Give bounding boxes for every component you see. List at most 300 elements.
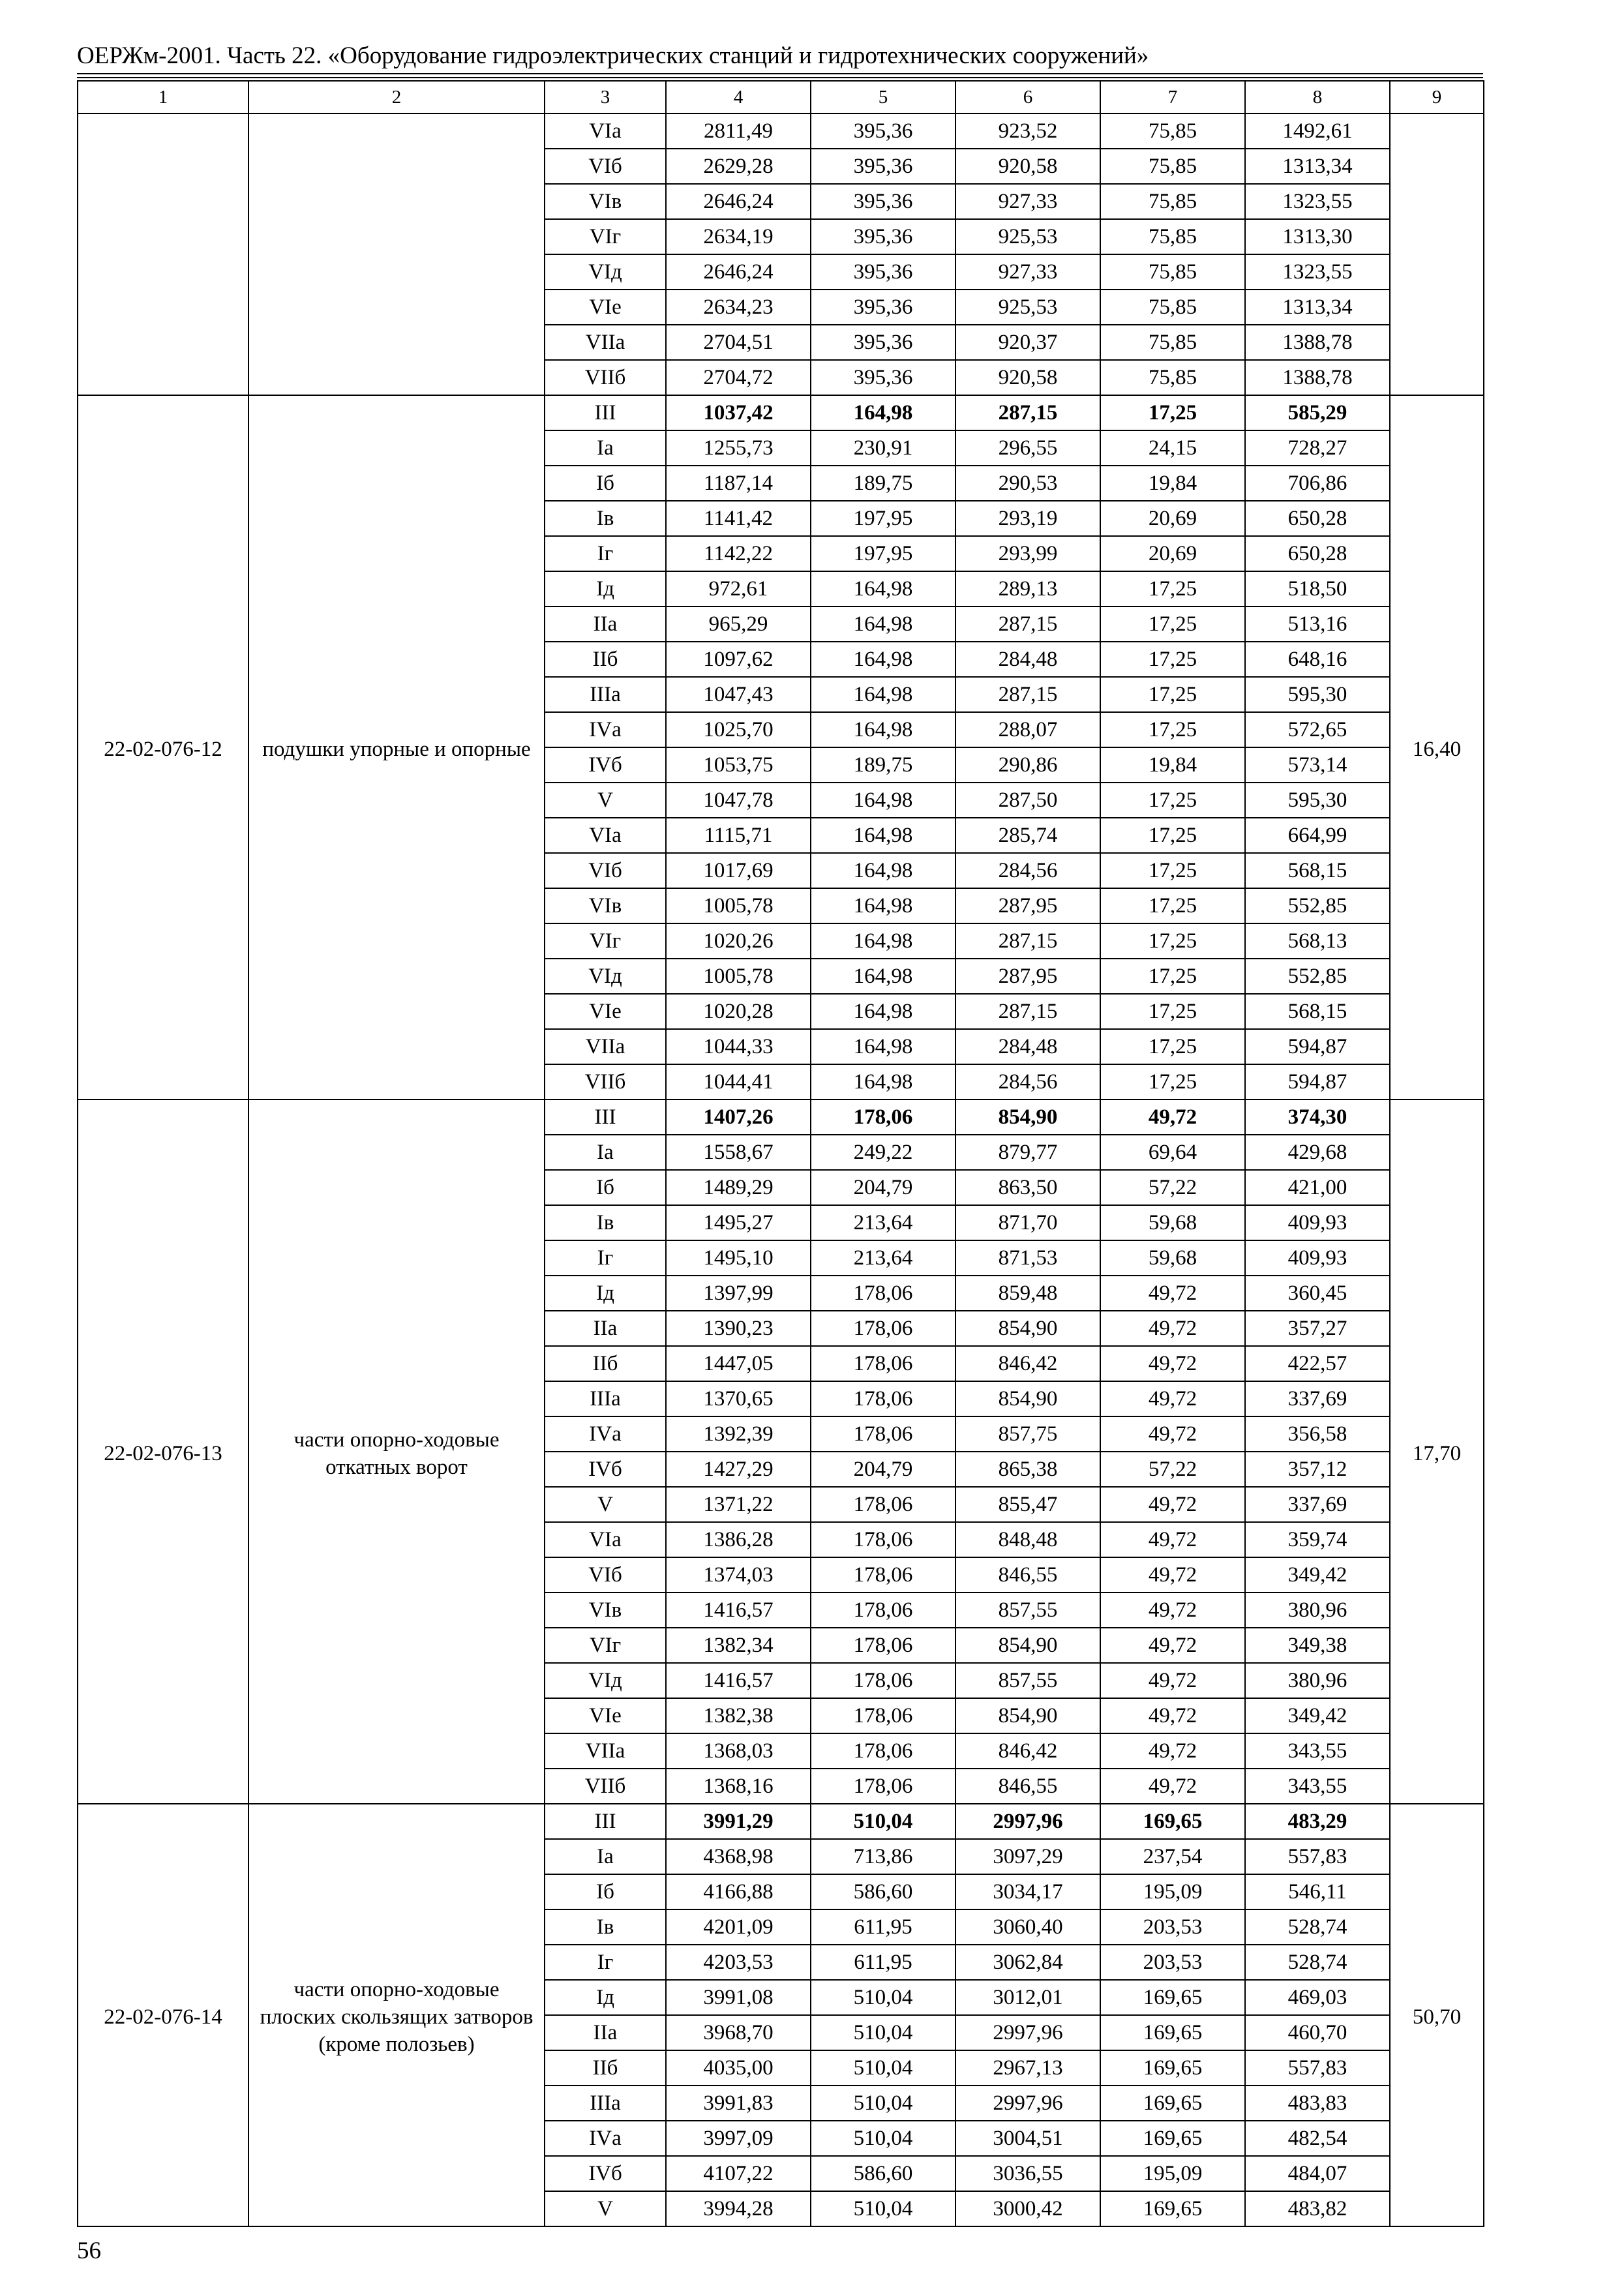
region-cell: VIд xyxy=(545,959,666,994)
col7-cell: 17,25 xyxy=(1100,888,1245,923)
col6-cell: 287,15 xyxy=(955,923,1100,959)
col8-cell: 343,55 xyxy=(1245,1769,1390,1804)
column-number-row xyxy=(78,81,1484,113)
col5-cell: 164,98 xyxy=(811,1064,955,1100)
col5-cell: 204,79 xyxy=(811,1170,955,1205)
column-header: 1 xyxy=(78,81,248,113)
region-cell: VIг xyxy=(545,219,666,254)
region-cell: Iг xyxy=(545,1240,666,1276)
region-cell: VIе xyxy=(545,290,666,325)
col6-cell: 296,55 xyxy=(955,430,1100,466)
col5-cell: 204,79 xyxy=(811,1452,955,1487)
col4-cell: 972,61 xyxy=(666,571,811,606)
col8-cell: 429,68 xyxy=(1245,1135,1390,1170)
col5-cell: 164,98 xyxy=(811,606,955,642)
col8-cell: 728,27 xyxy=(1245,430,1390,466)
col5-cell: 510,04 xyxy=(811,1804,955,1839)
col6-cell: 854,90 xyxy=(955,1628,1100,1663)
col7-cell: 49,72 xyxy=(1100,1311,1245,1346)
col5-cell: 164,98 xyxy=(811,818,955,853)
region-cell: VIб xyxy=(545,1557,666,1593)
col7-cell: 57,22 xyxy=(1100,1452,1245,1487)
col6-cell: 285,74 xyxy=(955,818,1100,853)
col5-cell: 395,36 xyxy=(811,113,955,149)
region-cell: IIб xyxy=(545,2050,666,2086)
col5-cell: 178,06 xyxy=(811,1628,955,1663)
region-cell: VIIб xyxy=(545,360,666,395)
region-cell: VIд xyxy=(545,254,666,290)
region-cell: VIIб xyxy=(545,1769,666,1804)
col8-cell: 1323,55 xyxy=(1245,254,1390,290)
col6-cell: 846,42 xyxy=(955,1346,1100,1381)
col4-cell: 1044,41 xyxy=(666,1064,811,1100)
col6-cell: 920,37 xyxy=(955,325,1100,360)
col4-cell: 1115,71 xyxy=(666,818,811,853)
column-header: 7 xyxy=(1100,81,1245,113)
col8-cell: 568,13 xyxy=(1245,923,1390,959)
region-cell: Iд xyxy=(545,1276,666,1311)
col8-cell: 483,83 xyxy=(1245,2086,1390,2121)
col4-cell: 1558,67 xyxy=(666,1135,811,1170)
col5-cell: 164,98 xyxy=(811,642,955,677)
description-cell: части опорно-ходовые откатных ворот xyxy=(248,1100,545,1804)
col6-cell: 2997,96 xyxy=(955,2086,1100,2121)
col4-cell: 1371,22 xyxy=(666,1487,811,1522)
col4-cell: 1044,33 xyxy=(666,1029,811,1064)
col5-cell: 164,98 xyxy=(811,888,955,923)
col4-cell: 1447,05 xyxy=(666,1346,811,1381)
col6-cell: 857,55 xyxy=(955,1593,1100,1628)
col7-cell: 49,72 xyxy=(1100,1769,1245,1804)
col6-cell: 289,13 xyxy=(955,571,1100,606)
col7-cell: 75,85 xyxy=(1100,149,1245,184)
col5-cell: 510,04 xyxy=(811,2086,955,2121)
col4-cell: 1005,78 xyxy=(666,959,811,994)
col7-cell: 75,85 xyxy=(1100,219,1245,254)
region-cell: VIа xyxy=(545,818,666,853)
col5-cell: 178,06 xyxy=(811,1733,955,1769)
col6-cell: 865,38 xyxy=(955,1452,1100,1487)
col7-cell: 17,25 xyxy=(1100,923,1245,959)
region-cell: Iа xyxy=(545,1839,666,1874)
col4-cell: 3994,28 xyxy=(666,2191,811,2226)
col4-cell: 1374,03 xyxy=(666,1557,811,1593)
col5-cell: 510,04 xyxy=(811,1980,955,2015)
col5-cell: 510,04 xyxy=(811,2050,955,2086)
region-cell: III xyxy=(545,1100,666,1135)
col8-cell: 595,30 xyxy=(1245,783,1390,818)
col7-cell: 49,72 xyxy=(1100,1346,1245,1381)
col4-cell: 3991,83 xyxy=(666,2086,811,2121)
region-cell: VIа xyxy=(545,113,666,149)
col6-cell: 871,70 xyxy=(955,1205,1100,1240)
col4-cell: 1053,75 xyxy=(666,747,811,783)
col4-cell: 4203,53 xyxy=(666,1945,811,1980)
region-cell: IVб xyxy=(545,1452,666,1487)
col7-cell: 49,72 xyxy=(1100,1628,1245,1663)
col8-cell: 349,42 xyxy=(1245,1698,1390,1733)
col5-cell: 164,98 xyxy=(811,853,955,888)
col5-cell: 178,06 xyxy=(811,1769,955,1804)
col6-cell: 287,15 xyxy=(955,606,1100,642)
col8-cell: 552,85 xyxy=(1245,888,1390,923)
col8-cell: 594,87 xyxy=(1245,1064,1390,1100)
region-cell: Iб xyxy=(545,466,666,501)
col8-cell: 349,38 xyxy=(1245,1628,1390,1663)
col6-cell: 925,53 xyxy=(955,290,1100,325)
col7-cell: 17,25 xyxy=(1100,1029,1245,1064)
col4-cell: 1017,69 xyxy=(666,853,811,888)
col7-cell: 57,22 xyxy=(1100,1170,1245,1205)
col8-cell: 1313,34 xyxy=(1245,290,1390,325)
table-row xyxy=(78,1804,1484,1839)
col7-cell: 17,25 xyxy=(1100,853,1245,888)
col6-cell: 293,19 xyxy=(955,501,1100,536)
col6-cell: 3012,01 xyxy=(955,1980,1100,2015)
region-cell: VIе xyxy=(545,1698,666,1733)
col8-cell: 380,96 xyxy=(1245,1593,1390,1628)
col8-cell: 568,15 xyxy=(1245,994,1390,1029)
column-header: 6 xyxy=(955,81,1100,113)
col7-cell: 75,85 xyxy=(1100,325,1245,360)
col6-cell: 287,15 xyxy=(955,677,1100,712)
col6-cell: 854,90 xyxy=(955,1311,1100,1346)
table-row xyxy=(78,113,1484,149)
col6-cell: 3034,17 xyxy=(955,1874,1100,1909)
region-cell: IIIа xyxy=(545,677,666,712)
column-header: 9 xyxy=(1390,81,1484,113)
column-header: 5 xyxy=(811,81,955,113)
col7-cell: 49,72 xyxy=(1100,1416,1245,1452)
col9-cell: 16,40 xyxy=(1390,395,1484,1100)
col4-cell: 1416,57 xyxy=(666,1663,811,1698)
col8-cell: 374,30 xyxy=(1245,1100,1390,1135)
col6-cell: 284,56 xyxy=(955,1064,1100,1100)
col6-cell: 927,33 xyxy=(955,254,1100,290)
col6-cell: 3036,55 xyxy=(955,2156,1100,2191)
col7-cell: 49,72 xyxy=(1100,1487,1245,1522)
col5-cell: 249,22 xyxy=(811,1135,955,1170)
col6-cell: 3097,29 xyxy=(955,1839,1100,1874)
column-header: 8 xyxy=(1245,81,1390,113)
header-rule xyxy=(77,77,1483,78)
col7-cell: 17,25 xyxy=(1100,677,1245,712)
col8-cell: 357,12 xyxy=(1245,1452,1390,1487)
col8-cell: 482,54 xyxy=(1245,2121,1390,2156)
col8-cell: 1313,34 xyxy=(1245,149,1390,184)
col5-cell: 178,06 xyxy=(811,1416,955,1452)
col8-cell: 664,99 xyxy=(1245,818,1390,853)
region-cell: Iа xyxy=(545,430,666,466)
region-cell: IVа xyxy=(545,712,666,747)
col8-cell: 356,58 xyxy=(1245,1416,1390,1452)
region-cell: IVа xyxy=(545,1416,666,1452)
col4-cell: 1382,38 xyxy=(666,1698,811,1733)
col7-cell: 19,84 xyxy=(1100,747,1245,783)
col6-cell: 3004,51 xyxy=(955,2121,1100,2156)
col7-cell: 49,72 xyxy=(1100,1733,1245,1769)
col4-cell: 1390,23 xyxy=(666,1311,811,1346)
col4-cell: 1141,42 xyxy=(666,501,811,536)
col4-cell: 1495,10 xyxy=(666,1240,811,1276)
col8-cell: 380,96 xyxy=(1245,1663,1390,1698)
col6-cell: 3062,84 xyxy=(955,1945,1100,1980)
col6-cell: 287,50 xyxy=(955,783,1100,818)
col7-cell: 195,09 xyxy=(1100,1874,1245,1909)
col8-cell: 421,00 xyxy=(1245,1170,1390,1205)
region-cell: VIIб xyxy=(545,1064,666,1100)
col4-cell: 1020,28 xyxy=(666,994,811,1029)
col5-cell: 713,86 xyxy=(811,1839,955,1874)
col4-cell: 2629,28 xyxy=(666,149,811,184)
col7-cell: 75,85 xyxy=(1100,290,1245,325)
col5-cell: 213,64 xyxy=(811,1205,955,1240)
region-cell: IIIа xyxy=(545,2086,666,2121)
col5-cell: 164,98 xyxy=(811,712,955,747)
col4-cell: 1427,29 xyxy=(666,1452,811,1487)
col5-cell: 395,36 xyxy=(811,254,955,290)
col5-cell: 395,36 xyxy=(811,290,955,325)
col4-cell: 1255,73 xyxy=(666,430,811,466)
col7-cell: 49,72 xyxy=(1100,1522,1245,1557)
region-cell: Iг xyxy=(545,536,666,571)
col5-cell: 164,98 xyxy=(811,395,955,430)
col4-cell: 3991,08 xyxy=(666,1980,811,2015)
col5-cell: 164,98 xyxy=(811,923,955,959)
region-cell: VIд xyxy=(545,1663,666,1698)
region-cell: Iв xyxy=(545,501,666,536)
col5-cell: 178,06 xyxy=(811,1698,955,1733)
col5-cell: 178,06 xyxy=(811,1381,955,1416)
col7-cell: 59,68 xyxy=(1100,1240,1245,1276)
column-header: 4 xyxy=(666,81,811,113)
region-cell: IIа xyxy=(545,2015,666,2050)
region-cell: IIIа xyxy=(545,1381,666,1416)
region-cell: Iа xyxy=(545,1135,666,1170)
col8-cell: 409,93 xyxy=(1245,1205,1390,1240)
col6-cell: 284,56 xyxy=(955,853,1100,888)
col8-cell: 483,29 xyxy=(1245,1804,1390,1839)
region-cell: IIб xyxy=(545,642,666,677)
region-cell: V xyxy=(545,783,666,818)
col8-cell: 650,28 xyxy=(1245,501,1390,536)
col6-cell: 846,55 xyxy=(955,1557,1100,1593)
col7-cell: 20,69 xyxy=(1100,501,1245,536)
col7-cell: 195,09 xyxy=(1100,2156,1245,2191)
col8-cell: 546,11 xyxy=(1245,1874,1390,1909)
col7-cell: 203,53 xyxy=(1100,1909,1245,1945)
col7-cell: 237,54 xyxy=(1100,1839,1245,1874)
col8-cell: 528,74 xyxy=(1245,1909,1390,1945)
col6-cell: 920,58 xyxy=(955,149,1100,184)
col6-cell: 857,55 xyxy=(955,1663,1100,1698)
col7-cell: 75,85 xyxy=(1100,184,1245,219)
col5-cell: 164,98 xyxy=(811,959,955,994)
col7-cell: 49,72 xyxy=(1100,1381,1245,1416)
region-cell: VIв xyxy=(545,888,666,923)
col5-cell: 586,60 xyxy=(811,1874,955,1909)
header-rule xyxy=(77,73,1483,74)
col4-cell: 2811,49 xyxy=(666,113,811,149)
region-cell: VIв xyxy=(545,184,666,219)
col7-cell: 169,65 xyxy=(1100,2191,1245,2226)
page-header-title: ОЕРЖм-2001. Часть 22. «Оборудование гидроэлектрических станций и гидротехнических сооружений» xyxy=(77,42,1149,69)
table-body xyxy=(78,81,1484,2226)
col4-cell: 1416,57 xyxy=(666,1593,811,1628)
col6-cell: 854,90 xyxy=(955,1698,1100,1733)
region-cell: Iд xyxy=(545,571,666,606)
region-cell: Iв xyxy=(545,1205,666,1240)
col4-cell: 2646,24 xyxy=(666,184,811,219)
region-cell: IVб xyxy=(545,2156,666,2191)
col5-cell: 178,06 xyxy=(811,1557,955,1593)
col8-cell: 585,29 xyxy=(1245,395,1390,430)
col8-cell: 1313,30 xyxy=(1245,219,1390,254)
col7-cell: 203,53 xyxy=(1100,1945,1245,1980)
region-cell: IIа xyxy=(545,1311,666,1346)
col8-cell: 528,74 xyxy=(1245,1945,1390,1980)
region-cell: VIб xyxy=(545,149,666,184)
col8-cell: 343,55 xyxy=(1245,1733,1390,1769)
col7-cell: 75,85 xyxy=(1100,113,1245,149)
col5-cell: 197,95 xyxy=(811,536,955,571)
col5-cell: 395,36 xyxy=(811,219,955,254)
col7-cell: 49,72 xyxy=(1100,1663,1245,1698)
col4-cell: 2704,51 xyxy=(666,325,811,360)
col6-cell: 859,48 xyxy=(955,1276,1100,1311)
col4-cell: 4166,88 xyxy=(666,1874,811,1909)
col9-cell: 50,70 xyxy=(1390,1804,1484,2226)
col6-cell: 863,50 xyxy=(955,1170,1100,1205)
col6-cell: 879,77 xyxy=(955,1135,1100,1170)
col6-cell: 3000,42 xyxy=(955,2191,1100,2226)
col4-cell: 4201,09 xyxy=(666,1909,811,1945)
col7-cell: 49,72 xyxy=(1100,1698,1245,1733)
col7-cell: 169,65 xyxy=(1100,1804,1245,1839)
region-cell: VIIа xyxy=(545,325,666,360)
col4-cell: 3968,70 xyxy=(666,2015,811,2050)
col8-cell: 1388,78 xyxy=(1245,325,1390,360)
col6-cell: 290,53 xyxy=(955,466,1100,501)
region-cell: VIIа xyxy=(545,1733,666,1769)
region-cell: IIа xyxy=(545,606,666,642)
region-cell: Iб xyxy=(545,1874,666,1909)
col8-cell: 518,50 xyxy=(1245,571,1390,606)
col5-cell: 510,04 xyxy=(811,2191,955,2226)
col6-cell: 857,75 xyxy=(955,1416,1100,1452)
col6-cell: 923,52 xyxy=(955,113,1100,149)
col7-cell: 17,25 xyxy=(1100,994,1245,1029)
rate-code-cell xyxy=(78,113,248,395)
col5-cell: 178,06 xyxy=(811,1663,955,1698)
col7-cell: 75,85 xyxy=(1100,360,1245,395)
col6-cell: 3060,40 xyxy=(955,1909,1100,1945)
col4-cell: 2704,72 xyxy=(666,360,811,395)
col4-cell: 3997,09 xyxy=(666,2121,811,2156)
col7-cell: 169,65 xyxy=(1100,1980,1245,2015)
col5-cell: 395,36 xyxy=(811,325,955,360)
col7-cell: 49,72 xyxy=(1100,1276,1245,1311)
col7-cell: 169,65 xyxy=(1100,2050,1245,2086)
col6-cell: 284,48 xyxy=(955,1029,1100,1064)
col6-cell: 284,48 xyxy=(955,642,1100,677)
col8-cell: 337,69 xyxy=(1245,1381,1390,1416)
region-cell: III xyxy=(545,1804,666,1839)
col9-cell xyxy=(1390,113,1484,395)
col5-cell: 178,06 xyxy=(811,1311,955,1346)
col4-cell: 1020,26 xyxy=(666,923,811,959)
col7-cell: 17,25 xyxy=(1100,1064,1245,1100)
col4-cell: 2646,24 xyxy=(666,254,811,290)
col4-cell: 1407,26 xyxy=(666,1100,811,1135)
column-header: 2 xyxy=(248,81,545,113)
col5-cell: 510,04 xyxy=(811,2015,955,2050)
col7-cell: 24,15 xyxy=(1100,430,1245,466)
col8-cell: 557,83 xyxy=(1245,2050,1390,2086)
col8-cell: 360,45 xyxy=(1245,1276,1390,1311)
col5-cell: 189,75 xyxy=(811,747,955,783)
col5-cell: 164,98 xyxy=(811,571,955,606)
col5-cell: 510,04 xyxy=(811,2121,955,2156)
col5-cell: 213,64 xyxy=(811,1240,955,1276)
region-cell: Iд xyxy=(545,1980,666,2015)
col5-cell: 164,98 xyxy=(811,677,955,712)
col7-cell: 169,65 xyxy=(1100,2015,1245,2050)
col6-cell: 287,95 xyxy=(955,959,1100,994)
col7-cell: 49,72 xyxy=(1100,1100,1245,1135)
col7-cell: 20,69 xyxy=(1100,536,1245,571)
col6-cell: 2967,13 xyxy=(955,2050,1100,2086)
region-cell: V xyxy=(545,1487,666,1522)
region-cell: IVб xyxy=(545,747,666,783)
col7-cell: 59,68 xyxy=(1100,1205,1245,1240)
col4-cell: 2634,23 xyxy=(666,290,811,325)
col6-cell: 287,15 xyxy=(955,994,1100,1029)
col5-cell: 178,06 xyxy=(811,1100,955,1135)
col6-cell: 855,47 xyxy=(955,1487,1100,1522)
col8-cell: 349,42 xyxy=(1245,1557,1390,1593)
col6-cell: 848,48 xyxy=(955,1522,1100,1557)
col8-cell: 337,69 xyxy=(1245,1487,1390,1522)
col9-cell: 17,70 xyxy=(1390,1100,1484,1804)
description-cell xyxy=(248,113,545,395)
col8-cell: 1492,61 xyxy=(1245,113,1390,149)
col6-cell: 927,33 xyxy=(955,184,1100,219)
col4-cell: 965,29 xyxy=(666,606,811,642)
col7-cell: 17,25 xyxy=(1100,606,1245,642)
col6-cell: 846,55 xyxy=(955,1769,1100,1804)
col8-cell: 648,16 xyxy=(1245,642,1390,677)
region-cell: V xyxy=(545,2191,666,2226)
col5-cell: 189,75 xyxy=(811,466,955,501)
region-cell: Iб xyxy=(545,1170,666,1205)
col6-cell: 920,58 xyxy=(955,360,1100,395)
col6-cell: 287,95 xyxy=(955,888,1100,923)
region-cell: IIб xyxy=(545,1346,666,1381)
col6-cell: 854,90 xyxy=(955,1100,1100,1135)
col7-cell: 17,25 xyxy=(1100,571,1245,606)
region-cell: IVа xyxy=(545,2121,666,2156)
col8-cell: 706,86 xyxy=(1245,466,1390,501)
col8-cell: 513,16 xyxy=(1245,606,1390,642)
col8-cell: 484,07 xyxy=(1245,2156,1390,2191)
col6-cell: 871,53 xyxy=(955,1240,1100,1276)
description-cell: части опорно-ходовые плоских скользящих затворов (кроме полозьев) xyxy=(248,1804,545,2226)
col8-cell: 552,85 xyxy=(1245,959,1390,994)
col7-cell: 17,25 xyxy=(1100,712,1245,747)
col5-cell: 611,95 xyxy=(811,1909,955,1945)
col4-cell: 1037,42 xyxy=(666,395,811,430)
